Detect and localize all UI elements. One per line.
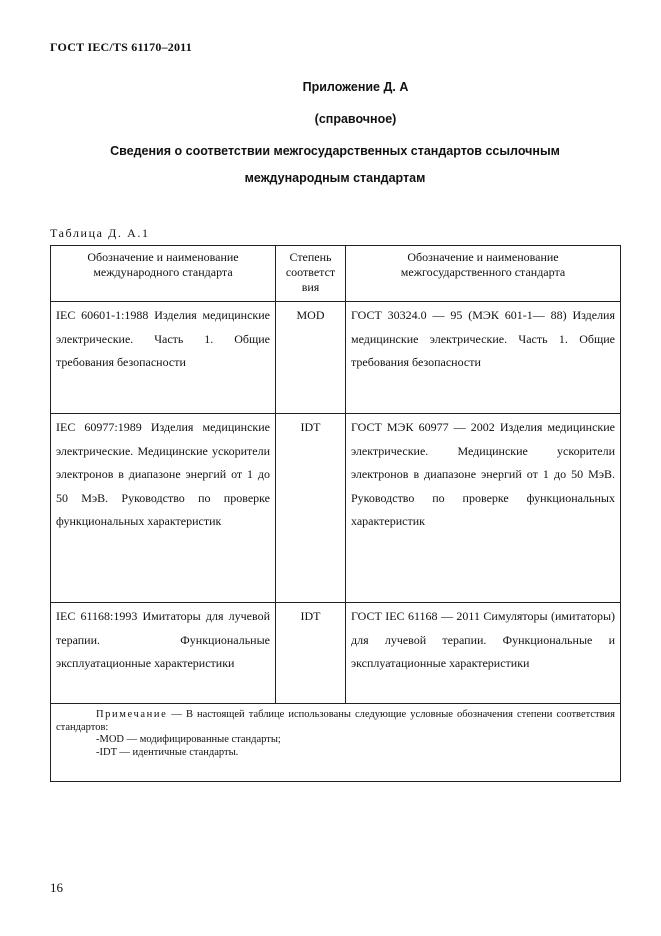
section-heading-line2: международным стандартам bbox=[244, 171, 426, 185]
cell-degree: IDT bbox=[276, 414, 346, 603]
cell-degree: IDT bbox=[276, 603, 346, 704]
note-text bbox=[56, 709, 615, 734]
appendix-title: Приложение Д. А bbox=[302, 80, 409, 94]
note-label: Примечание bbox=[96, 709, 168, 720]
header-degree: Степень соответст вия bbox=[276, 246, 346, 302]
table-header-row bbox=[51, 246, 621, 302]
header-intl-standard: Обозначение и наименование международного стандарта bbox=[51, 246, 276, 302]
table-note bbox=[51, 704, 621, 782]
note-item-mod: -MOD — модифицированные стандарты; bbox=[96, 734, 281, 745]
cell-interstate-standard: ГОСТ МЭК 60977 — 2002 Изделия медицинские электрические. Медицинские ускорители электронов в диапазоне энергий от 1 до 50 МэВ. Руководство по проверке функциональных характеристик bbox=[346, 414, 621, 603]
table-row bbox=[51, 414, 621, 603]
table-row bbox=[51, 603, 621, 704]
cell-degree: MOD bbox=[276, 302, 346, 414]
appendix-note: (справочное) bbox=[314, 112, 397, 126]
cell-intl-standard: IEC 60977:1989 Изделия медицинские электрические. Медицинские ускорители электронов в диапазоне энергий от 1 до 50 МэВ. Руководство по проверке функциональных характеристик bbox=[51, 414, 276, 603]
note-body: — В настоящей таблице использованы следующие условные обозначения степени соответствия стандартов: bbox=[56, 709, 615, 733]
table-row bbox=[51, 302, 621, 414]
cell-interstate-standard: ГОСТ 30324.0 — 95 (МЭК 601-1— 88) Изделия медицинские электрические. Часть 1. Общие требования безопасности bbox=[346, 302, 621, 414]
cell-interstate-standard: ГОСТ IEC 61168 — 2011 Симуляторы (имитаторы) для лучевой терапии. Функциональные и эксплуатационные характеристики bbox=[346, 603, 621, 704]
cell-intl-standard: IEC 60601-1:1988 Изделия медицинские электрические. Часть 1. Общие требования безопасности bbox=[51, 302, 276, 414]
comparison-table bbox=[50, 245, 621, 782]
table-label: Таблица Д. А.1 bbox=[50, 226, 150, 240]
cell-intl-standard: IEC 61168:1993 Имитаторы для лучевой терапии. Функциональные эксплуатационные характеристики bbox=[51, 603, 276, 704]
standard-id: ГОСТ IEC/TS 61170–2011 bbox=[50, 40, 192, 54]
page-number: 16 bbox=[50, 880, 63, 895]
section-heading-line1: Сведения о соответствии межгосударственных стандартов ссылочным bbox=[110, 144, 560, 158]
note-item-idt: -IDT — идентичные стандарты. bbox=[96, 746, 239, 758]
section-heading bbox=[50, 138, 620, 192]
header-interstate-standard: Обозначение и наименование межгосударственного стандарта bbox=[346, 246, 621, 302]
table-note-row bbox=[51, 704, 621, 782]
